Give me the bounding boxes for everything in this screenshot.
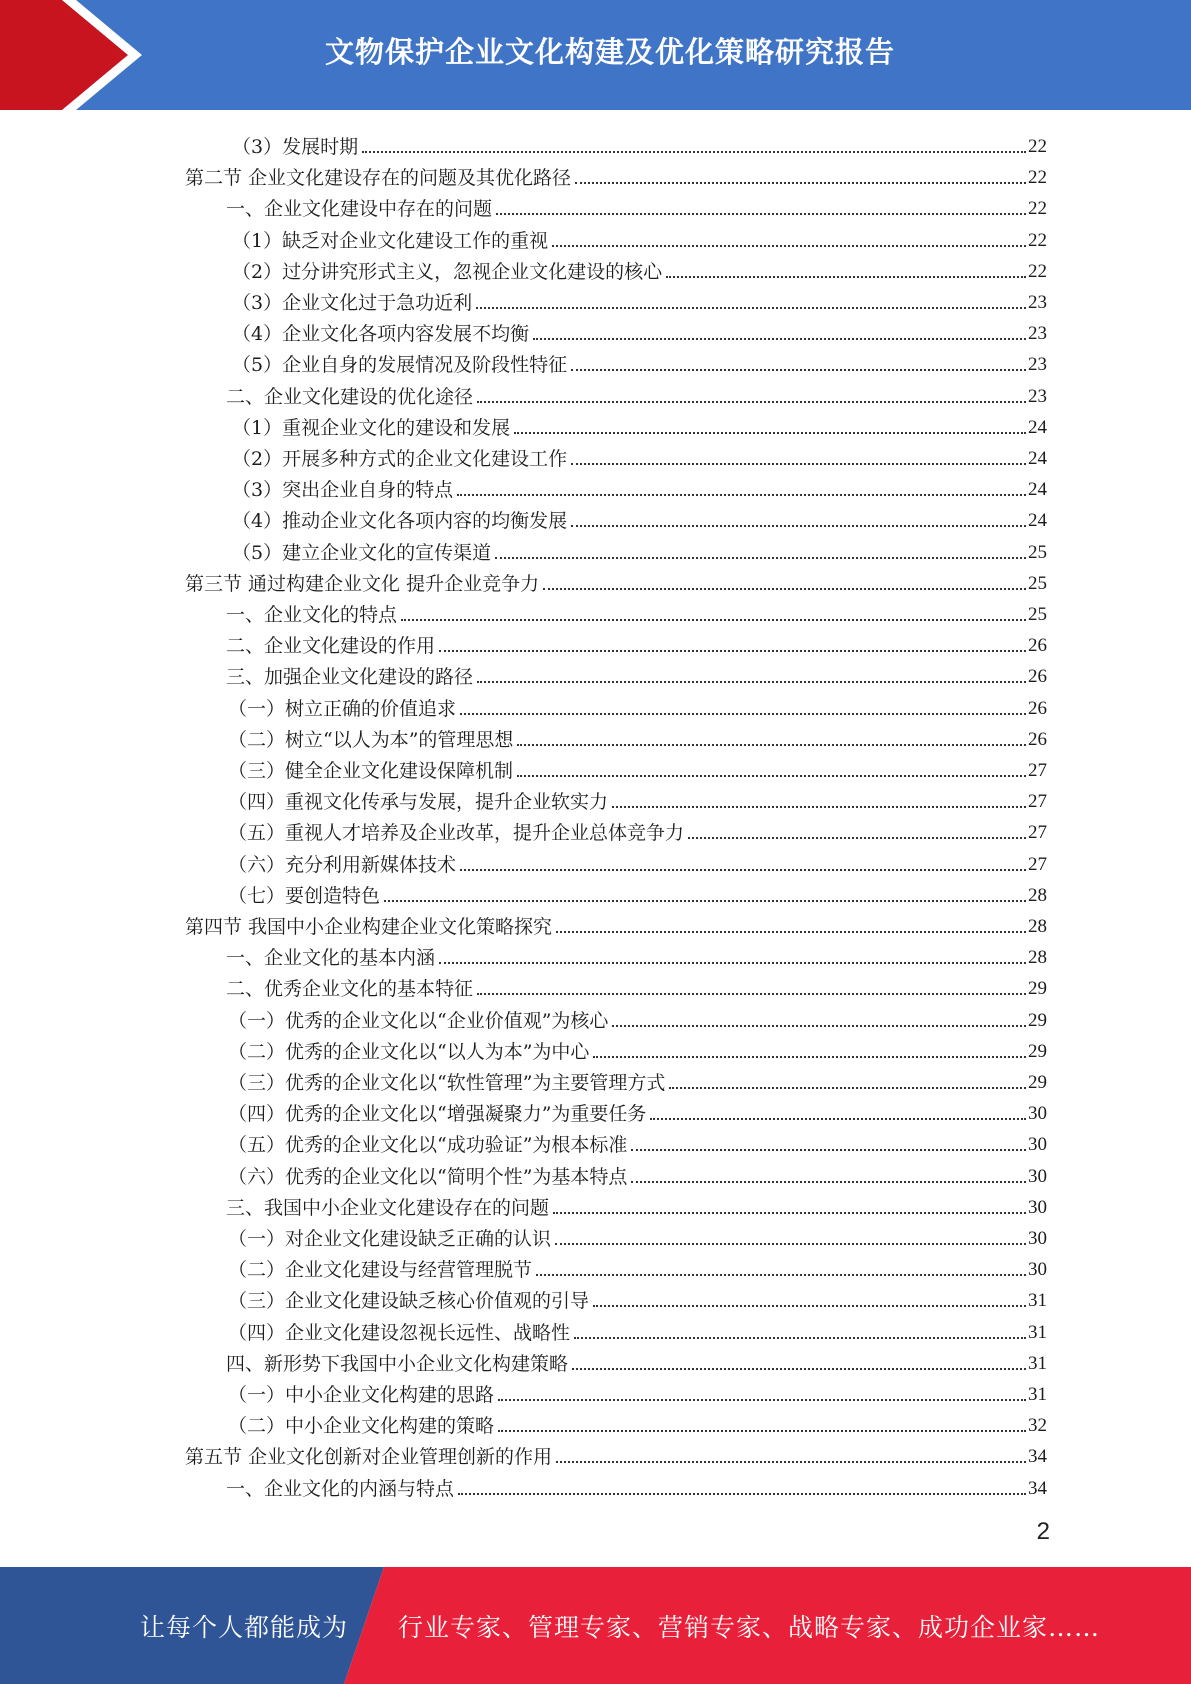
toc-entry-title: （五）重视人才培养及企业改革，提升企业总体竞争力 — [228, 822, 685, 845]
toc-entry[interactable] — [228, 783, 1047, 814]
toc-entry-page: 28 — [1028, 916, 1047, 937]
toc-entry[interactable] — [228, 690, 1047, 721]
toc-entry-page: 27 — [1028, 853, 1047, 875]
toc-entry-title: 二、优秀企业文化的基本特征 — [226, 978, 474, 1001]
toc-dot-leader — [517, 744, 1026, 746]
footer-slogan-right: 行业专家、管理专家、营销专家、战略专家、成功企业家…… — [398, 1612, 1101, 1642]
toc-dot-leader — [362, 151, 1026, 153]
toc-entry[interactable] — [228, 1376, 1047, 1407]
toc-entry-title: （3）企业文化过于急功近利 — [232, 292, 473, 314]
toc-entry-page: 30 — [1028, 1165, 1047, 1187]
toc-dot-leader — [457, 494, 1026, 496]
toc-dot-leader — [556, 931, 1026, 933]
toc-entry-title: （六）充分利用新媒体技术 — [228, 853, 457, 876]
toc-entry-page: 31 — [1028, 1384, 1047, 1405]
toc-dot-leader — [572, 1368, 1026, 1370]
toc-entry-page: 27 — [1028, 760, 1047, 781]
toc-entry-page: 28 — [1028, 884, 1047, 906]
toc-entry[interactable] — [226, 970, 1047, 1001]
toc-dot-leader — [498, 1399, 1026, 1401]
toc-entry-title: （二）树立“以人为本”的管理思想 — [228, 728, 514, 751]
toc-entry-title: （3）突出企业自身的特点 — [232, 479, 454, 502]
toc-dot-leader — [571, 463, 1026, 465]
toc-entry-title: （4）企业文化各项内容发展不均衡 — [232, 323, 530, 346]
toc-entry[interactable] — [232, 471, 1047, 502]
toc-entry-page: 26 — [1028, 666, 1047, 688]
toc-entry[interactable] — [232, 409, 1047, 440]
toc-entry-page: 24 — [1028, 479, 1047, 501]
toc-entry-page: 22 — [1028, 260, 1047, 282]
toc-entry-title: （3）发展时期 — [232, 136, 359, 158]
toc-entry-page: 34 — [1028, 1446, 1047, 1468]
toc-entry-title: 一、企业文化的基本内涵 — [226, 947, 436, 970]
toc-entry-page: 25 — [1028, 572, 1047, 594]
toc-entry-page: 31 — [1028, 1321, 1047, 1343]
toc-entry-page: 27 — [1028, 822, 1047, 844]
toc-entry-title: （四）优秀的企业文化以“增强凝聚力”为重要任务 — [228, 1103, 647, 1126]
toc-entry-title: （5）企业自身的发展情况及阶段性特征 — [232, 354, 568, 377]
toc-entry[interactable] — [226, 1345, 1047, 1376]
toc-dot-leader — [612, 1025, 1026, 1027]
toc-entry-page: 30 — [1028, 1228, 1047, 1249]
toc-entry-title: （2）过分讲究形式主义，忽视企业文化建设的核心 — [232, 260, 663, 283]
footer-slogan-left: 让每个人都能成为 — [140, 1612, 349, 1642]
toc-dot-leader — [477, 401, 1026, 403]
toc-entry-title: （二）优秀的企业文化以“以人为本”为中心 — [228, 1040, 590, 1063]
toc-entry-page: 29 — [1028, 978, 1047, 1000]
toc-entry-page: 26 — [1028, 728, 1047, 750]
toc-entry[interactable] — [232, 315, 1047, 346]
toc-entry-page: 31 — [1028, 1352, 1047, 1374]
toc-entry[interactable] — [228, 752, 1047, 783]
toc-entry[interactable] — [228, 1126, 1047, 1157]
toc-dot-leader — [439, 650, 1026, 652]
toc-entry-page: 30 — [1028, 1103, 1047, 1125]
toc-entry[interactable] — [185, 565, 1047, 596]
toc-entry-title: （1）缺乏对企业文化建设工作的重视 — [232, 229, 549, 252]
toc-entry-title: 第五节 企业文化创新对企业管理创新的作用 — [185, 1446, 553, 1469]
toc-dot-leader — [631, 1149, 1026, 1151]
toc-entry[interactable] — [226, 596, 1047, 627]
toc-entry[interactable] — [226, 939, 1047, 970]
toc-entry-title: （六）优秀的企业文化以“简明个性”为基本特点 — [228, 1165, 628, 1188]
toc-dot-leader — [666, 276, 1026, 278]
toc-dot-leader — [460, 869, 1026, 871]
toc-dot-leader — [571, 525, 1026, 527]
toc-entry-page: 29 — [1028, 1009, 1047, 1031]
toc-entry-page: 30 — [1028, 1196, 1047, 1218]
toc-entry[interactable] — [226, 1470, 1047, 1501]
toc-dot-leader — [496, 213, 1026, 215]
toc-entry[interactable] — [228, 877, 1047, 908]
toc-dot-leader — [612, 806, 1026, 808]
toc-entry[interactable] — [226, 627, 1047, 658]
toc-dot-leader — [533, 338, 1026, 340]
toc-entry-page: 30 — [1028, 1134, 1047, 1156]
toc-entry-page: 23 — [1028, 323, 1047, 345]
toc-entry[interactable] — [226, 378, 1047, 409]
toc-entry-title: （三）优秀的企业文化以“软性管理”为主要管理方式 — [228, 1072, 666, 1094]
toc-entry[interactable] — [228, 1064, 1047, 1095]
toc-entry-title: （五）优秀的企业文化以“成功验证”为根本标准 — [228, 1134, 628, 1157]
toc-entry[interactable] — [228, 1282, 1047, 1313]
toc-entry-title: 第三节 通过构建企业文化 提升企业竞争力 — [185, 572, 540, 595]
toc-dot-leader — [498, 1430, 1026, 1432]
toc-dot-leader — [476, 307, 1026, 309]
toc-dot-leader — [514, 432, 1026, 434]
toc-entry-title: （三）企业文化建设缺乏核心价值观的引导 — [228, 1290, 590, 1313]
toc-entry-page: 34 — [1028, 1477, 1047, 1499]
toc-entry[interactable] — [226, 658, 1047, 689]
toc-entry-title: 一、企业文化的特点 — [226, 604, 398, 626]
toc-dot-leader — [650, 1118, 1026, 1120]
toc-entry-page: 30 — [1028, 1259, 1047, 1281]
toc-entry[interactable] — [185, 159, 1047, 190]
toc-entry[interactable] — [232, 534, 1047, 565]
toc-entry-title: （一）优秀的企业文化以“企业价值观”为核心 — [228, 1009, 609, 1032]
page-footer — [0, 1567, 1191, 1684]
toc-entry-page: 31 — [1028, 1290, 1047, 1312]
toc-entry[interactable] — [228, 846, 1047, 877]
toc-dot-leader — [556, 1461, 1026, 1463]
toc-entry-page: 26 — [1028, 697, 1047, 719]
toc-entry-page: 26 — [1028, 635, 1047, 657]
toc-entry-page: 29 — [1028, 1072, 1047, 1093]
toc-entry[interactable] — [228, 721, 1047, 752]
toc-entry-title: （1）重视企业文化的建设和发展 — [232, 416, 511, 439]
toc-entry[interactable] — [232, 128, 1047, 159]
toc-entry[interactable] — [226, 1189, 1047, 1220]
toc-entry-title: （三）健全企业文化建设保障机制 — [228, 760, 514, 782]
toc-entry-page: 24 — [1028, 416, 1047, 438]
toc-dot-leader — [458, 1493, 1026, 1495]
toc-entry-page: 32 — [1028, 1415, 1047, 1437]
toc-dot-leader — [669, 1087, 1026, 1089]
toc-entry-title: 四、新形势下我国中小企业文化构建策略 — [226, 1352, 569, 1375]
toc-entry-title: （四）企业文化建设忽视长远性、战略性 — [228, 1321, 571, 1344]
toc-entry[interactable] — [228, 1002, 1047, 1033]
toc-dot-leader — [384, 900, 1026, 902]
toc-entry-page: 23 — [1028, 354, 1047, 376]
toc-entry[interactable] — [232, 502, 1047, 533]
toc-entry-page: 22 — [1028, 229, 1047, 251]
toc-entry[interactable] — [228, 1220, 1047, 1251]
toc-entry-page: 25 — [1028, 541, 1047, 563]
toc-entry-title: 二、企业文化建设的作用 — [226, 635, 436, 658]
toc-dot-leader — [631, 1181, 1026, 1183]
toc-dot-leader — [536, 1274, 1026, 1276]
toc-entry-page: 22 — [1028, 136, 1047, 157]
toc-entry-title: 第二节 企业文化建设存在的问题及其优化路径 — [185, 167, 572, 190]
toc-entry-page: 23 — [1028, 385, 1047, 407]
toc-entry[interactable] — [232, 440, 1047, 471]
toc-entry-title: 三、加强企业文化建设的路径 — [226, 666, 474, 689]
toc-entry-page: 29 — [1028, 1040, 1047, 1062]
toc-entry-page: 22 — [1028, 167, 1047, 189]
toc-entry-title: （一）树立正确的价值追求 — [228, 697, 457, 720]
toc-dot-leader — [495, 557, 1026, 559]
toc-entry-title: （5）建立企业文化的宣传渠道 — [232, 541, 492, 564]
toc-dot-leader — [593, 1056, 1026, 1058]
toc-entry[interactable] — [228, 1095, 1047, 1126]
toc-entry-title: （一）对企业文化建设缺乏正确的认识 — [228, 1228, 552, 1250]
toc-entry[interactable] — [232, 253, 1047, 284]
toc-entry-title: （一）中小企业文化构建的思路 — [228, 1384, 495, 1406]
toc-dot-leader — [477, 993, 1026, 995]
toc-entry[interactable] — [185, 1438, 1047, 1469]
toc-entry[interactable] — [185, 908, 1047, 939]
toc-entry-title: （2）开展多种方式的企业文化建设工作 — [232, 448, 568, 470]
toc-entry-page: 22 — [1028, 198, 1047, 220]
header-title: 文物保护企业文化构建及优化策略研究报告 — [324, 34, 895, 69]
toc-entry-title: 第四节 我国中小企业构建企业文化策略探究 — [185, 916, 553, 938]
toc-entry-page: 23 — [1028, 292, 1047, 313]
toc-entry-page: 25 — [1028, 604, 1047, 625]
toc-dot-leader — [439, 962, 1026, 964]
toc-entry-title: （二）中小企业文化构建的策略 — [228, 1415, 495, 1438]
toc-entry-page: 27 — [1028, 791, 1047, 813]
toc-entry[interactable] — [232, 222, 1047, 253]
toc-dot-leader — [517, 775, 1026, 777]
toc-dot-leader — [688, 837, 1026, 839]
toc-dot-leader — [555, 1243, 1026, 1245]
page-header — [0, 0, 1191, 110]
toc-entry-page: 24 — [1028, 448, 1047, 469]
toc-dot-leader — [553, 1212, 1026, 1214]
toc-entry-title: 三、我国中小企业文化建设存在的问题 — [226, 1196, 550, 1219]
toc-dot-leader — [460, 713, 1026, 715]
toc-dot-leader — [477, 681, 1026, 683]
toc-entry[interactable] — [228, 1033, 1047, 1064]
toc-entry[interactable] — [228, 814, 1047, 845]
toc-dot-leader — [401, 619, 1026, 621]
toc-entry-title: （二）企业文化建设与经营管理脱节 — [228, 1259, 533, 1282]
toc-entry-title: （4）推动企业文化各项内容的均衡发展 — [232, 510, 568, 533]
toc-entry[interactable] — [228, 1407, 1047, 1438]
toc-entry-title: 一、企业文化的内涵与特点 — [226, 1477, 455, 1500]
toc-entry-page: 24 — [1028, 510, 1047, 532]
toc-entry[interactable] — [228, 1158, 1047, 1189]
toc-entry[interactable] — [228, 1314, 1047, 1345]
toc-entry-page: 28 — [1028, 947, 1047, 969]
toc-dot-leader — [552, 245, 1026, 247]
page-number: 2 — [1036, 1518, 1050, 1545]
toc-entry-title: 二、企业文化建设的优化途径 — [226, 385, 474, 408]
toc-entry-title: 一、企业文化建设中存在的问题 — [226, 198, 493, 221]
toc-entry[interactable] — [226, 190, 1047, 221]
toc-dot-leader — [571, 369, 1026, 371]
toc-entry[interactable] — [232, 284, 1047, 315]
toc-entry-title: （七）要创造特色 — [228, 884, 381, 907]
toc-entry[interactable] — [232, 346, 1047, 377]
toc-dot-leader — [593, 1305, 1026, 1307]
toc-entry-title: （四）重视文化传承与发展，提升企业软实力 — [228, 791, 609, 814]
toc-entry[interactable] — [228, 1251, 1047, 1282]
toc-dot-leader — [575, 182, 1026, 184]
toc-dot-leader — [574, 1337, 1026, 1339]
toc-dot-leader — [543, 588, 1026, 590]
